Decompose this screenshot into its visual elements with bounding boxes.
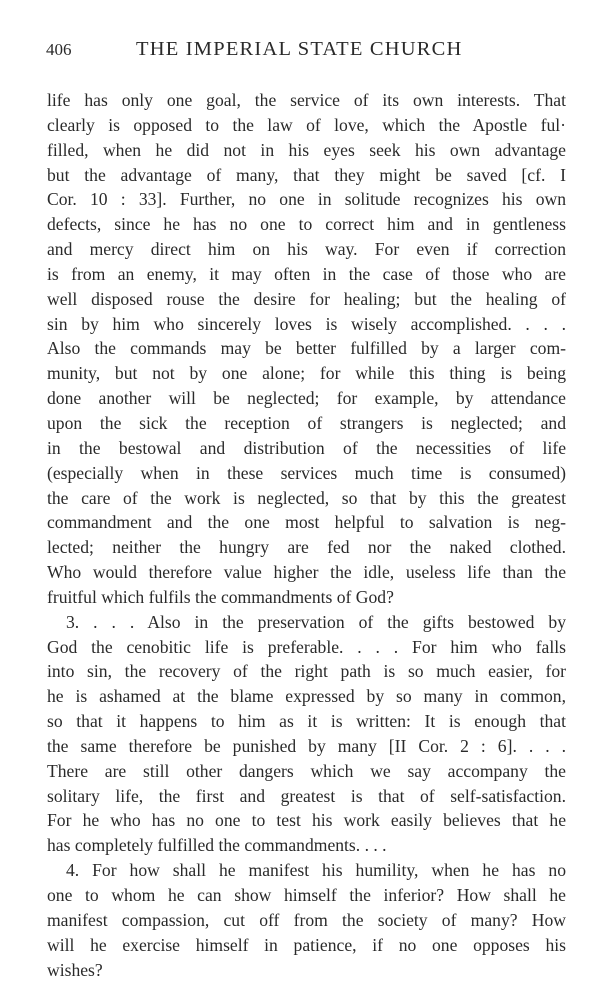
text-line: is from an enemy, it may often in the case of those who are: [47, 263, 566, 284]
text-line: Also the commands may be better fulfilled by a larger com-: [47, 338, 566, 359]
text-line: clearly is opposed to the law of love, which the Apostle ful·: [47, 114, 566, 135]
page-number: 406: [46, 40, 72, 59]
text-line: For he who has no one to test his work easily believes that he: [47, 810, 566, 831]
text-line: well disposed rouse the desire for healing; but the healing of: [47, 288, 566, 309]
text-line: commandment and the one most helpful to salvation is neg-: [47, 512, 566, 533]
text-line: the care of the work is neglected, so that by this the greatest: [47, 487, 566, 508]
text-line: Who would therefore value higher the idle, useless life than the: [47, 562, 566, 583]
text-line: sin by him who sincerely loves is wisely accomplished. . . .: [47, 313, 566, 334]
text-line: so that it happens to him as it is written: It is enough that: [47, 711, 566, 732]
text-line: but the advantage of many, that they might be saved [cf. I: [47, 164, 566, 185]
text-line: and mercy direct him on his way. For even if correction: [47, 239, 566, 260]
text-line: fruitful which fulfils the commandments of God?: [47, 586, 394, 607]
text-line: munity, but not by one alone; for while this thing is being: [47, 363, 566, 384]
text-line: done another will be neglected; for example, by attendance: [47, 388, 566, 409]
text-line: manifest compassion, cut off from the society of many? How: [47, 909, 566, 930]
text-line: upon the sick the reception of strangers is neglected; and: [47, 412, 566, 433]
text-line: filled, when he did not in his eyes seek his own advantage: [47, 139, 566, 160]
text-line: solitary life, the first and greatest is that of self-satisfaction.: [47, 785, 566, 806]
text-line: defects, since he has no one to correct him and in gentleness: [47, 214, 566, 235]
text-line: one to whom he can show himself the inferior? How shall he: [47, 885, 566, 905]
paragraph: [47, 88, 566, 610]
text-line: into sin, the recovery of the right path is so much easier, for: [47, 661, 566, 682]
text-line: (especially when in these services much time is consumed): [47, 462, 566, 483]
text-line: lected; neither the hungry are fed nor the naked clothed.: [47, 537, 566, 558]
text-line: has completely fulfilled the commandments. . . .: [47, 835, 387, 856]
paragraph: [47, 610, 566, 858]
text-line: the same therefore be punished by many [II Cor. 2 : 6]. . . .: [47, 735, 566, 756]
running-title: THE IMPERIAL STATE CHURCH: [136, 38, 463, 60]
text-line: God the cenobitic life is preferable. . . . For him who falls: [47, 636, 566, 657]
text-line: wishes?: [47, 959, 103, 980]
text-line: Cor. 10 : 33]. Further, no one in solitude recognizes his own: [47, 189, 566, 210]
text-line: There are still other dangers which we say accompany the: [47, 760, 566, 781]
body-text: [47, 88, 566, 982]
text-line: will he exercise himself in patience, if no one opposes his: [47, 934, 566, 955]
text-line: life has only one goal, the service of its own interests. That: [47, 90, 566, 110]
text-line: 4. For how shall he manifest his humility, when he has no: [66, 860, 566, 881]
text-line: in the bestowal and distribution of the necessities of life: [47, 437, 566, 458]
text-line: 3. . . . Also in the preservation of the gifts bestowed by: [66, 611, 566, 632]
paragraph: [47, 858, 566, 982]
running-header: [46, 38, 566, 66]
text-line: he is ashamed at the blame expressed by so many in common,: [47, 686, 566, 707]
